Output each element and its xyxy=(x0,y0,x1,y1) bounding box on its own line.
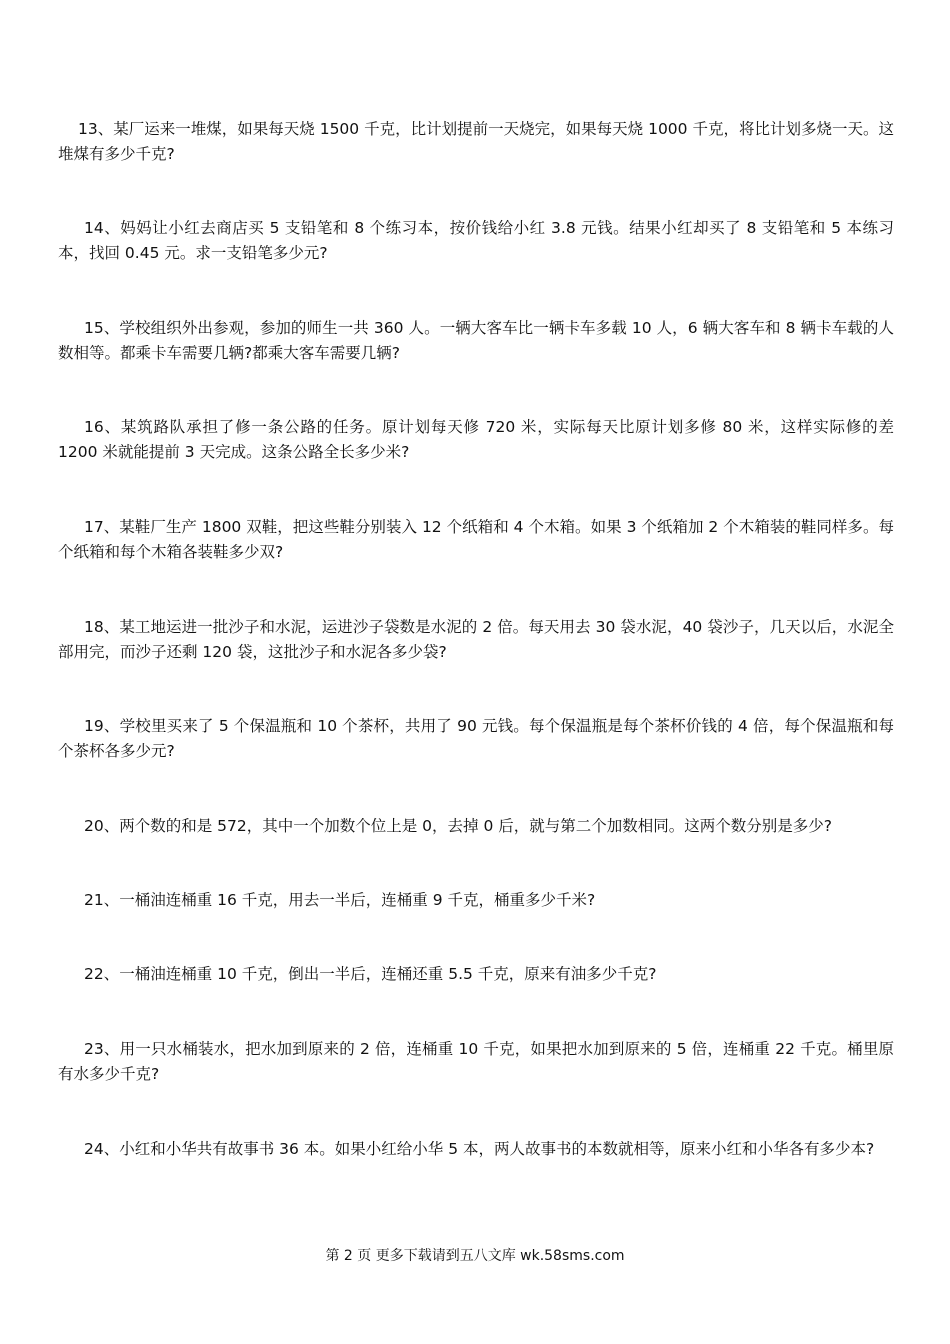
question-19: 19、学校里买来了 5 个保温瓶和 10 个茶杯，共用了 90 元钱。每个保温瓶是每个茶杯价钱的 4 倍，每个保温瓶和每个茶杯各多少元? xyxy=(58,717,894,760)
question-20: 20、两个数的和是 572，其中一个加数个位上是 0，去掉 0 后，就与第二个加数相同。这两个数分别是多少? xyxy=(84,817,832,835)
question-23: 23、用一只水桶装水，把水加到原来的 2 倍，连桶重 10 千克，如果把水加到原来的 5 倍，连桶重 22 千克。桶里原有水多少千克? xyxy=(58,1040,894,1083)
question-14: 14、妈妈让小红去商店买 5 支铅笔和 8 个练习本，按价钱给小红 3.8 元钱。结果小红却买了 8 支铅笔和 5 本练习本，找回 0.45 元。求一支铅笔多少元? xyxy=(58,219,894,262)
question-13: 13、某厂运来一堆煤，如果每天烧 1500 千克，比计划提前一天烧完，如果每天烧 1000 千克，将比计划多烧一天。这堆煤有多少千克? xyxy=(58,120,894,163)
question-22: 22、一桶油连桶重 10 千克，倒出一半后，连桶还重 5.5 千克，原来有油多少千克? xyxy=(84,965,657,983)
question-15: 15、学校组织外出参观，参加的师生一共 360 人。一辆大客车比一辆卡车多载 10 人，6 辆大客车和 8 辆卡车载的人数相等。都乘卡车需要几辆?都乘大客车需要几辆? xyxy=(58,319,894,362)
question-18: 18、某工地运进一批沙子和水泥，运进沙子袋数是水泥的 2 倍。每天用去 30 袋水泥，40 袋沙子，几天以后，水泥全部用完，而沙子还剩 120 袋，这批沙子和水泥各多少袋? xyxy=(58,618,894,661)
question-16: 16、某筑路队承担了修一条公路的任务。原计划每天修 720 米，实际每天比原计划多修 80 米，这样实际修的差 1200 米就能提前 3 天完成。这条公路全长多少米? xyxy=(58,418,894,461)
question-17: 17、某鞋厂生产 1800 双鞋，把这些鞋分别装入 12 个纸箱和 4 个木箱。如果 3 个纸箱加 2 个木箱装的鞋同样多。每个纸箱和每个木箱各装鞋多少双? xyxy=(58,518,894,561)
question-24: 24、小红和小华共有故事书 36 本。如果小红给小华 5 本，两人故事书的本数就相等，原来小红和小华各有多少本? xyxy=(84,1140,875,1158)
page-footer: 第 2 页 更多下载请到五八文库 wk.58sms.com xyxy=(325,1248,625,1264)
question-21: 21、一桶油连桶重 16 千克，用去一半后，连桶重 9 千克，桶重多少千米? xyxy=(84,891,596,909)
